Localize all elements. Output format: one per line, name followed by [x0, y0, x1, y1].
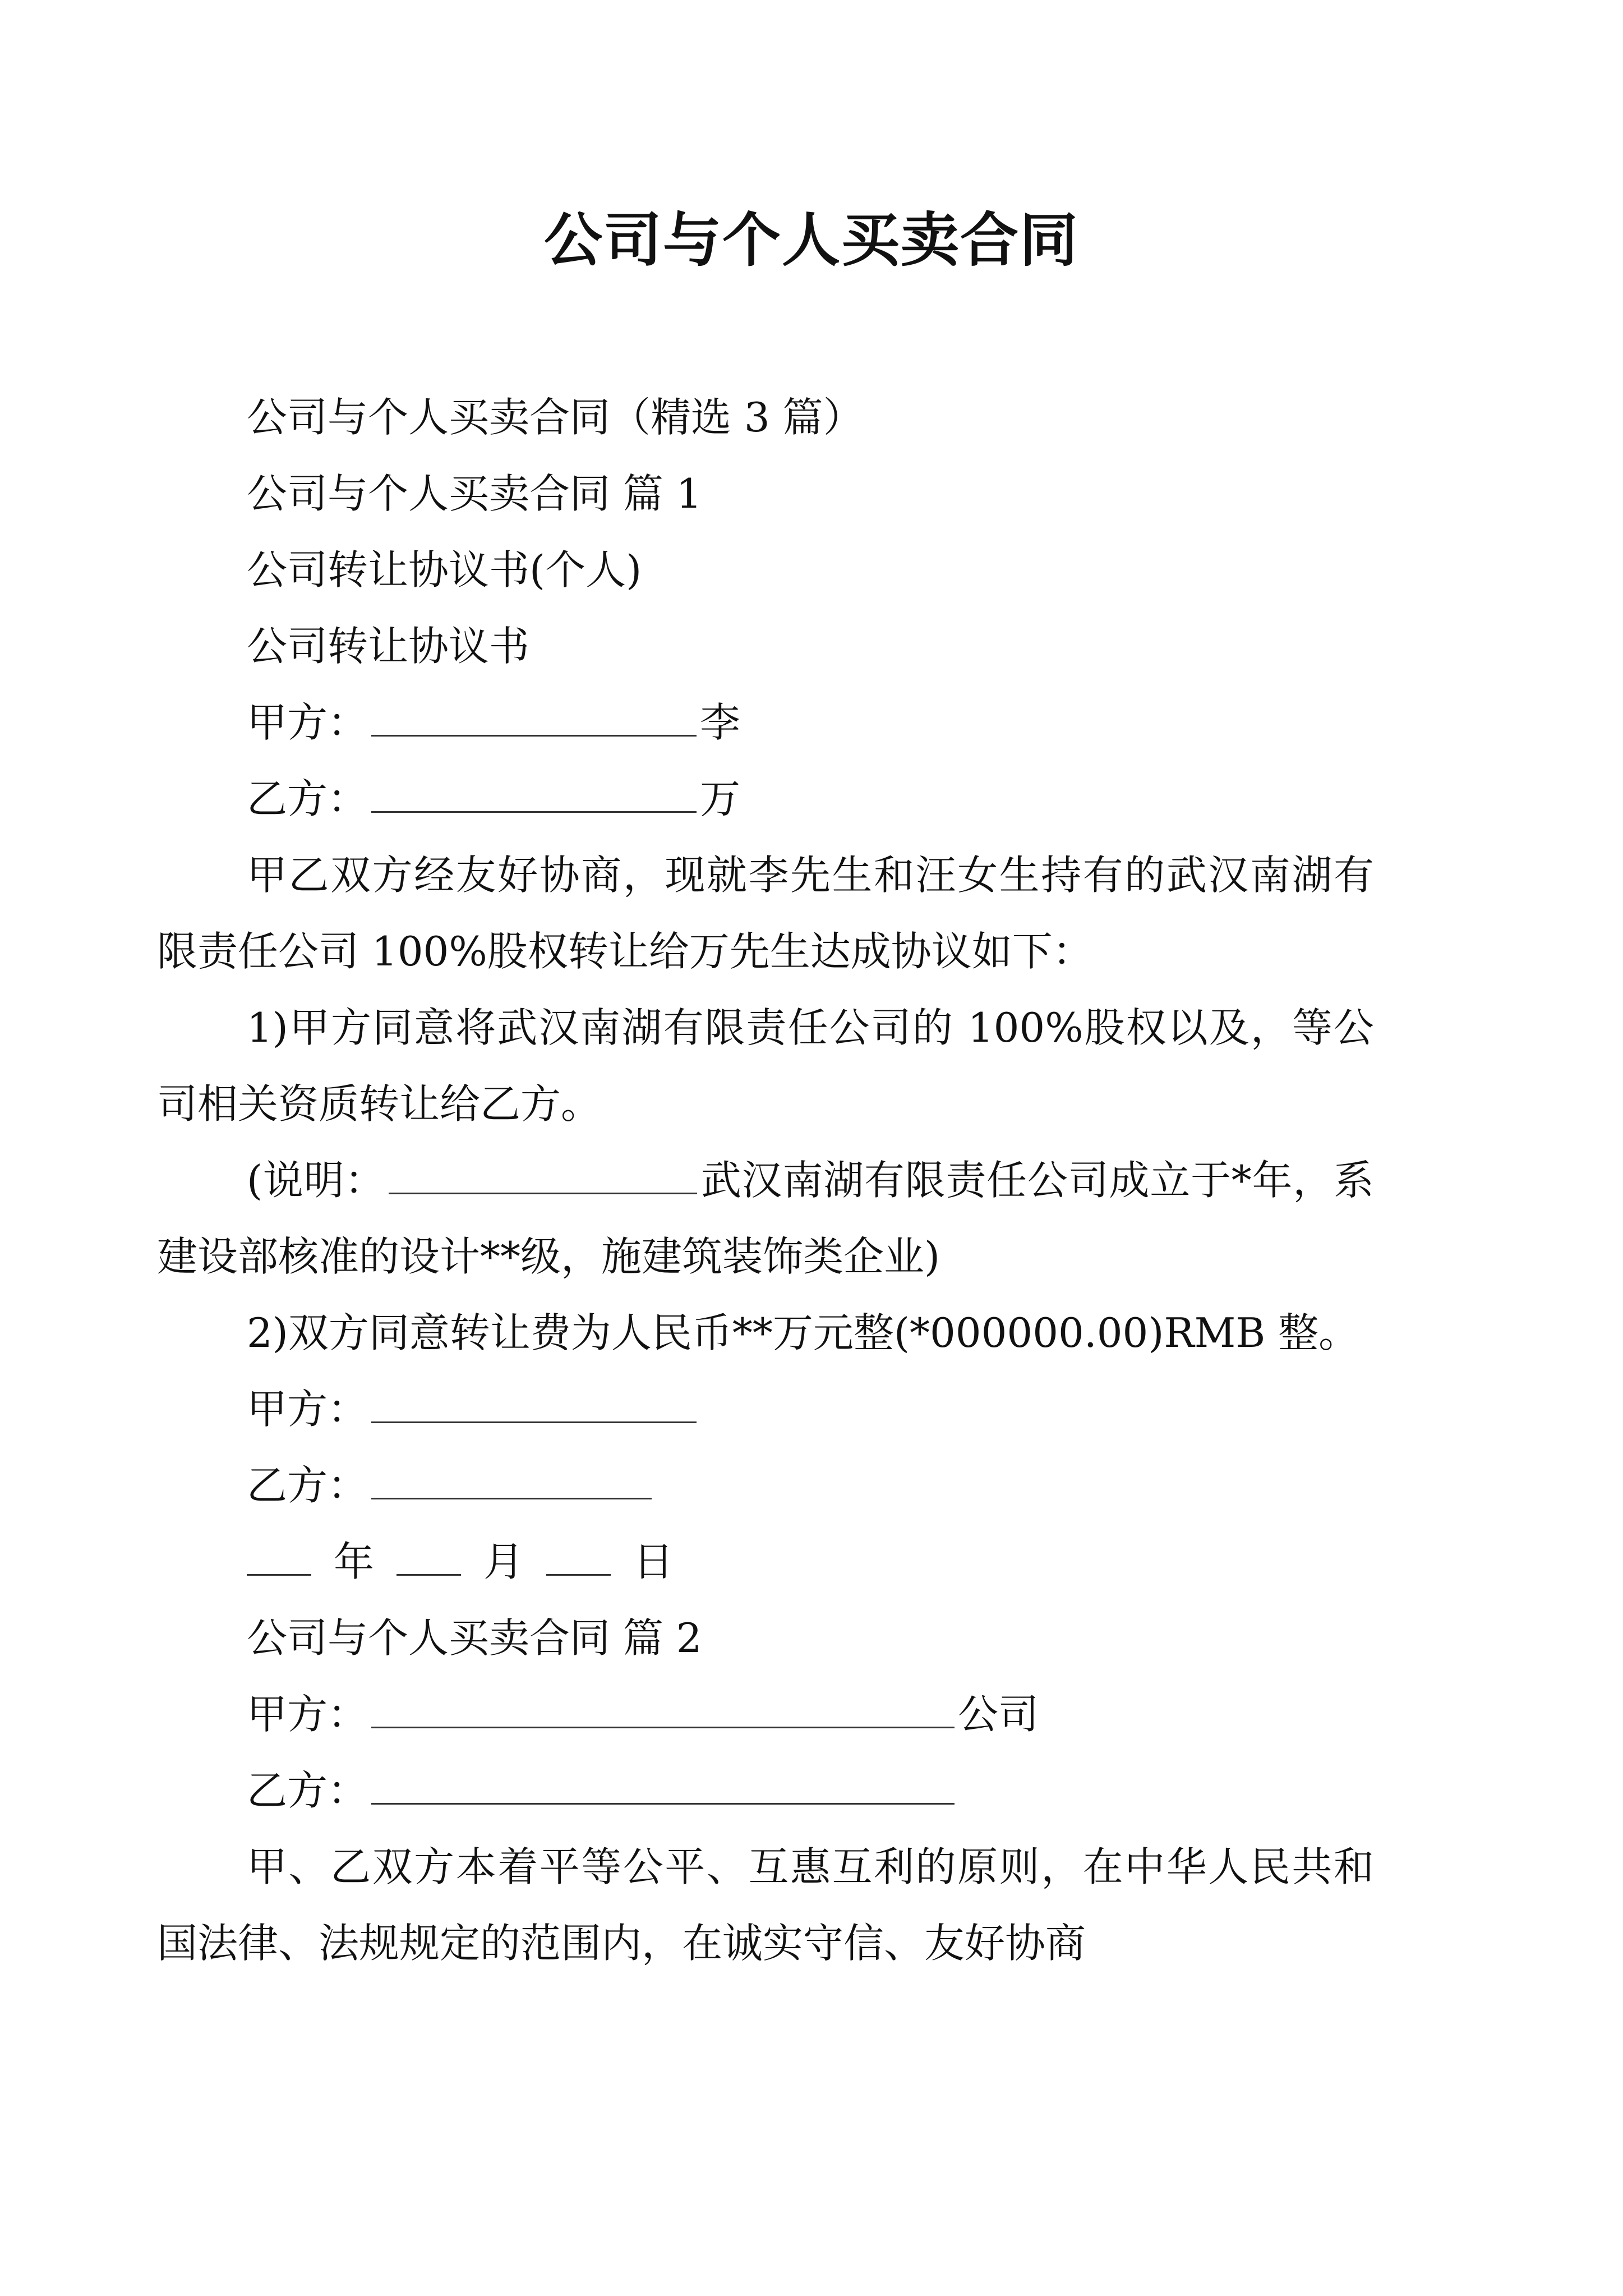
party-a-name: 李	[700, 699, 741, 746]
party-a-company-line	[247, 1676, 1374, 1752]
signature-party-b-label: 乙方：	[247, 1462, 368, 1509]
signature-party-b-line	[247, 1447, 1374, 1524]
section-heading-2: 公司与个人买卖合同 篇 2	[247, 1614, 702, 1662]
signature-party-b-blank	[371, 1466, 652, 1499]
document-body	[157, 379, 1374, 1981]
party-b-company-line	[247, 1752, 1374, 1829]
party-a-label: 甲方：	[247, 699, 368, 746]
note-blank	[389, 1161, 697, 1194]
year-blank	[247, 1543, 311, 1576]
party-a-company-suffix: 公司	[958, 1691, 1039, 1738]
note-text: 武汉南湖有限责任公司成立于*年，系建设部核准的设计**级，施建筑装饰类企业)	[157, 1157, 1374, 1280]
paragraph-agreement-intro: 甲乙双方经友好协商，现就李先生和汪女生持有的武汉南湖有限责任公司 100%股权转让给万先生达成协议如下：	[157, 852, 1374, 975]
paragraph-transfer-title-personal: 公司转让协议书(个人)	[247, 546, 642, 593]
party-b-label: 乙方：	[247, 775, 368, 822]
paragraph-subtitle: 公司与个人买卖合同（精选 3 篇）	[247, 394, 864, 441]
signature-party-a-label: 甲方：	[247, 1386, 368, 1433]
party-a-blank	[371, 703, 697, 737]
day-blank	[546, 1543, 611, 1576]
clause-2: 2)双方同意转让费为人民币**万元整(*000000.00)RMB 整。	[247, 1309, 1359, 1356]
party-a-company-blank	[371, 1695, 955, 1728]
party-b-line	[247, 761, 1374, 837]
signature-party-a-line	[247, 1371, 1374, 1447]
date-line	[247, 1524, 1374, 1600]
month-label: 月	[483, 1538, 524, 1585]
document-title: 公司与个人买卖合同	[543, 205, 1079, 274]
party-a-company-label: 甲方：	[247, 1691, 368, 1738]
clause-note	[157, 1142, 1374, 1295]
paragraph-transfer-title: 公司转让协议书	[247, 623, 530, 670]
party-b-name: 万	[700, 775, 741, 822]
day-label: 日	[633, 1538, 674, 1585]
note-prefix: (说明：	[247, 1157, 386, 1204]
party-b-blank	[371, 780, 697, 813]
month-blank	[396, 1543, 461, 1576]
clause-1: 1)甲方同意将武汉南湖有限责任公司的 100%股权以及，等公司相关资质转让给乙方。	[157, 1004, 1374, 1128]
section-heading-1: 公司与个人买卖合同 篇 1	[247, 470, 702, 517]
party-a-line	[247, 684, 1374, 761]
paragraph-principles: 甲、乙双方本着平等公平、互惠互利的原则，在中华人民共和国法律、法规规定的范围内，在诚实守信、友好协商	[157, 1843, 1374, 1967]
party-b-company-label: 乙方：	[247, 1767, 368, 1814]
signature-party-a-blank	[371, 1390, 697, 1423]
party-b-company-blank	[371, 1772, 955, 1805]
year-label: 年	[334, 1538, 375, 1585]
